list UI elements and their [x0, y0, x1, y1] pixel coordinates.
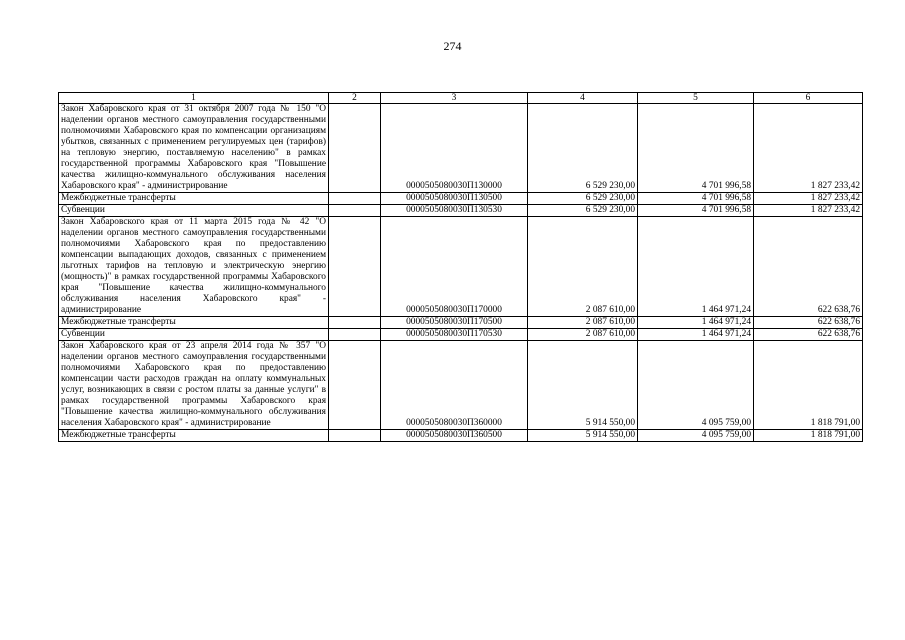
row-code: 0000505080030П130530 — [381, 205, 528, 217]
table-row — [59, 317, 863, 329]
row-value-4: 5 914 550,00 — [528, 430, 638, 442]
row-value-4: 2 087 610,00 — [528, 317, 638, 329]
page-number: 274 — [443, 39, 462, 53]
row-value-5: 4 701 996,58 — [638, 205, 754, 217]
row-code: 0000505080030П170000 — [381, 217, 528, 317]
row-value-5: 1 464 971,24 — [638, 317, 754, 329]
table-row — [59, 104, 863, 193]
table-row — [59, 341, 863, 430]
column-header: 6 — [754, 93, 863, 104]
budget-table — [58, 92, 863, 442]
row-value-6: 1 827 233,42 — [754, 193, 863, 205]
table-row — [59, 430, 863, 442]
column-header: 1 — [59, 93, 329, 104]
table-row — [59, 329, 863, 341]
row-name: Межбюджетные трансферты — [59, 430, 329, 442]
row-value-4: 2 087 610,00 — [528, 329, 638, 341]
row-value-5: 4 095 759,00 — [638, 341, 754, 430]
row-col2 — [329, 193, 381, 205]
table-row — [59, 205, 863, 217]
row-name: Закон Хабаровского края от 31 октября 2007 года № 150 "О наделении органов местного самоуправления государственными полномочиями Хабаровского края по компенсации организациям убытков, связанных с применением регулируемых цен (тарифов) на тепловую энергию, поставляемую населению" в рамках государственной программы Хабаровского края "Повышение качества жилищно-коммунального обслуживания населения Хабаровского края" - администрирование — [59, 104, 329, 193]
row-value-4: 2 087 610,00 — [528, 217, 638, 317]
row-col2 — [329, 341, 381, 430]
row-name: Субвенции — [59, 329, 329, 341]
row-value-5: 1 464 971,24 — [638, 217, 754, 317]
row-value-6: 622 638,76 — [754, 217, 863, 317]
row-code: 0000505080030П360000 — [381, 341, 528, 430]
column-header: 3 — [381, 93, 528, 104]
row-code: 0000505080030П170500 — [381, 317, 528, 329]
table-row — [59, 193, 863, 205]
row-value-4: 6 529 230,00 — [528, 205, 638, 217]
row-value-5: 4 095 759,00 — [638, 430, 754, 442]
row-name: Закон Хабаровского края от 23 апреля 2014 года № 357 "О наделении органов местного самоуправления государственными полномочиями Хабаровского края по предоставлению компенсации части расходов граждан на оплату коммунальных услуг, возникающих в связи с ростом платы за данные услуги" в рамках государственной программы Хабаровского края "Повышение качества жилищно-коммунального обслуживания населения Хабаровского края" - администрирование — [59, 341, 329, 430]
row-value-4: 5 914 550,00 — [528, 341, 638, 430]
row-col2 — [329, 329, 381, 341]
row-name: Межбюджетные трансферты — [59, 193, 329, 205]
column-header: 5 — [638, 93, 754, 104]
row-code: 0000505080030П130000 — [381, 104, 528, 193]
row-col2 — [329, 104, 381, 193]
row-value-6: 1 827 233,42 — [754, 205, 863, 217]
row-value-5: 4 701 996,58 — [638, 104, 754, 193]
row-code: 0000505080030П170530 — [381, 329, 528, 341]
row-value-6: 1 818 791,00 — [754, 430, 863, 442]
row-value-5: 4 701 996,58 — [638, 193, 754, 205]
table-row — [59, 217, 863, 317]
column-header: 2 — [329, 93, 381, 104]
row-code: 0000505080030П130500 — [381, 193, 528, 205]
row-value-6: 622 638,76 — [754, 317, 863, 329]
row-value-4: 6 529 230,00 — [528, 193, 638, 205]
row-code: 0000505080030П360500 — [381, 430, 528, 442]
row-name: Межбюджетные трансферты — [59, 317, 329, 329]
row-name: Закон Хабаровского края от 11 марта 2015 года № 42 "О наделении органов местного самоуправления государственными полномочиями Хабаровского края по предоставлению компенсации выпадающих доходов, связанных с применением льготных тарифов на тепловую и электрическую энергию (мощность)" в рамках государственной программы Хабаровского края "Повышение качества жилищно-коммунального обслуживания населения Хабаровского края" - администрирование — [59, 217, 329, 317]
row-col2 — [329, 430, 381, 442]
row-value-5: 1 464 971,24 — [638, 329, 754, 341]
row-value-6: 1 827 233,42 — [754, 104, 863, 193]
row-col2 — [329, 217, 381, 317]
row-name: Субвенции — [59, 205, 329, 217]
row-value-6: 1 818 791,00 — [754, 341, 863, 430]
row-value-6: 622 638,76 — [754, 329, 863, 341]
row-col2 — [329, 317, 381, 329]
column-header: 4 — [528, 93, 638, 104]
row-value-4: 6 529 230,00 — [528, 104, 638, 193]
row-col2 — [329, 205, 381, 217]
table-header-row — [59, 93, 863, 104]
